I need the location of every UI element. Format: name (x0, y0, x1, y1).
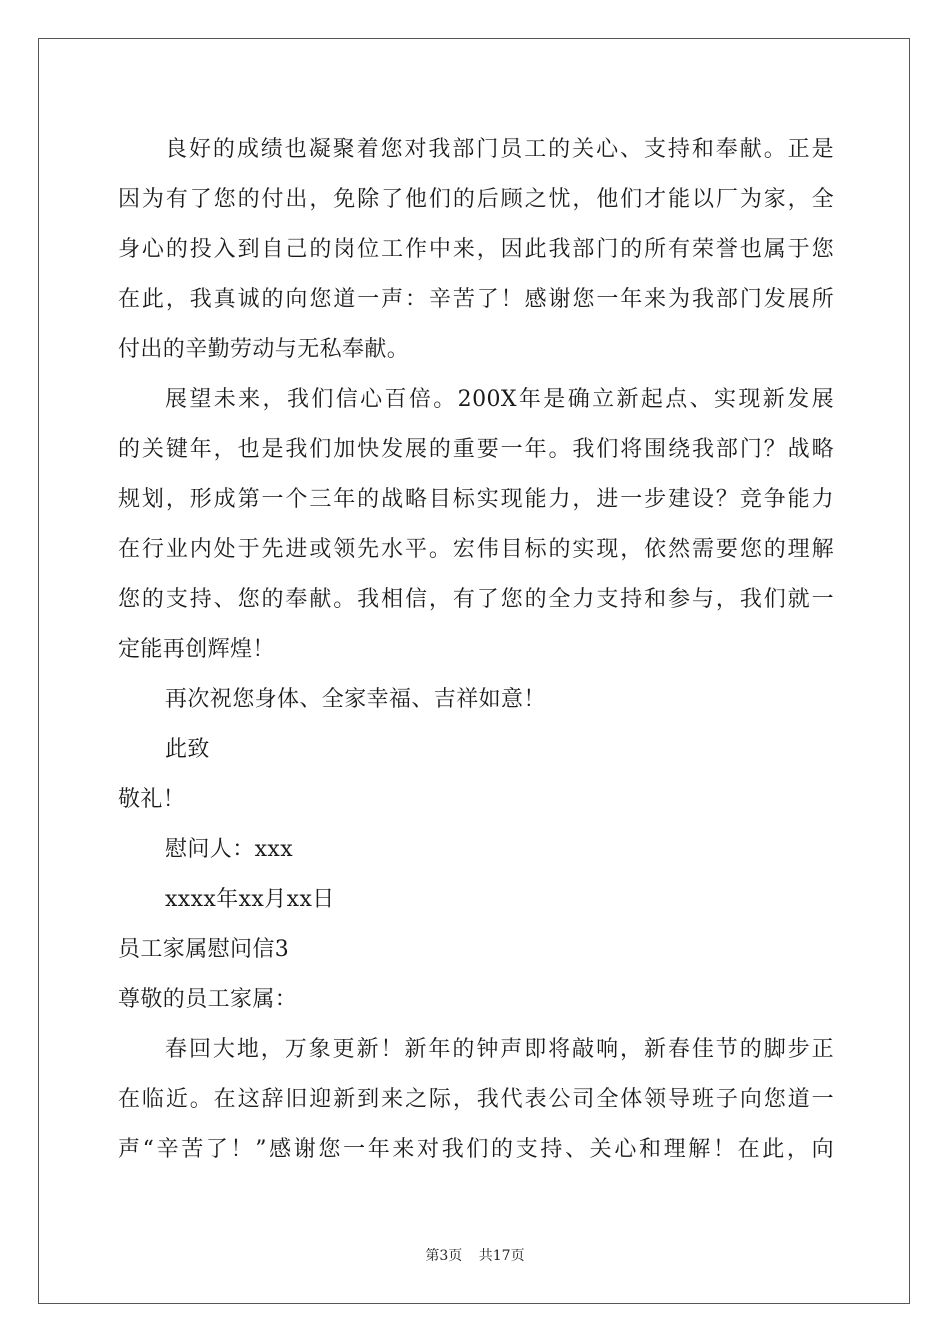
page-total: 共17页 (478, 1248, 525, 1264)
page-number: 第3页 (425, 1248, 463, 1264)
paragraph-line: 在临近。在这辞旧迎新到来之际，我代表公司全体领导班子向您道一 (118, 1087, 834, 1112)
closing-wish: 再次祝您身体、全家幸福、吉祥如意！ (165, 687, 546, 712)
page-footer (0, 1245, 950, 1265)
salutation-close: 此致 (165, 737, 210, 762)
paragraph-line: 您的支持、您的奉献。我相信，有了您的全力支持和参与，我们就一 (118, 587, 834, 612)
paragraph-line: 声“辛苦了！”感谢您一年来对我们的支持、关心和理解！在此，向 (118, 1137, 834, 1162)
letter-greeting: 尊敬的员工家属： (118, 987, 298, 1012)
paragraph-line: 展望未来，我们信心百倍。200X年是确立新起点、实现新发展 (165, 387, 834, 412)
signature-name: 慰问人：xxx (165, 837, 294, 862)
paragraph-line: 身心的投入到自己的岗位工作中来，因此我部门的所有荣誉也属于您 (118, 237, 834, 262)
paragraph-line: 良好的成绩也凝聚着您对我部门员工的关心、支持和奉献。正是 (165, 137, 834, 162)
paragraph-line: 因为有了您的付出，免除了他们的后顾之忧，他们才能以厂为家，全 (118, 187, 834, 212)
paragraph-line: 的关键年，也是我们加快发展的重要一年。我们将围绕我部门？战略 (118, 437, 834, 462)
signature-date: xxxx年xx月xx日 (165, 887, 335, 912)
paragraph-line: 春回大地，万象更新！新年的钟声即将敲响，新春佳节的脚步正 (165, 1037, 834, 1062)
letter-title: 员工家属慰问信3 (118, 937, 290, 962)
paragraph-line: 在行业内处于先进或领先水平。宏伟目标的实现，依然需要您的理解 (118, 537, 834, 562)
paragraph-line: 付出的辛勤劳动与无私奉献。 (118, 337, 410, 362)
paragraph-line: 规划，形成第一个三年的战略目标实现能力，进一步建设？竞争能力 (118, 487, 834, 512)
paragraph-line: 定能再创辉煌！ (118, 637, 275, 662)
paragraph-line: 在此，我真诚的向您道一声：辛苦了！感谢您一年来为我部门发展所 (118, 287, 834, 312)
salutation-regards: 敬礼！ (118, 787, 186, 812)
